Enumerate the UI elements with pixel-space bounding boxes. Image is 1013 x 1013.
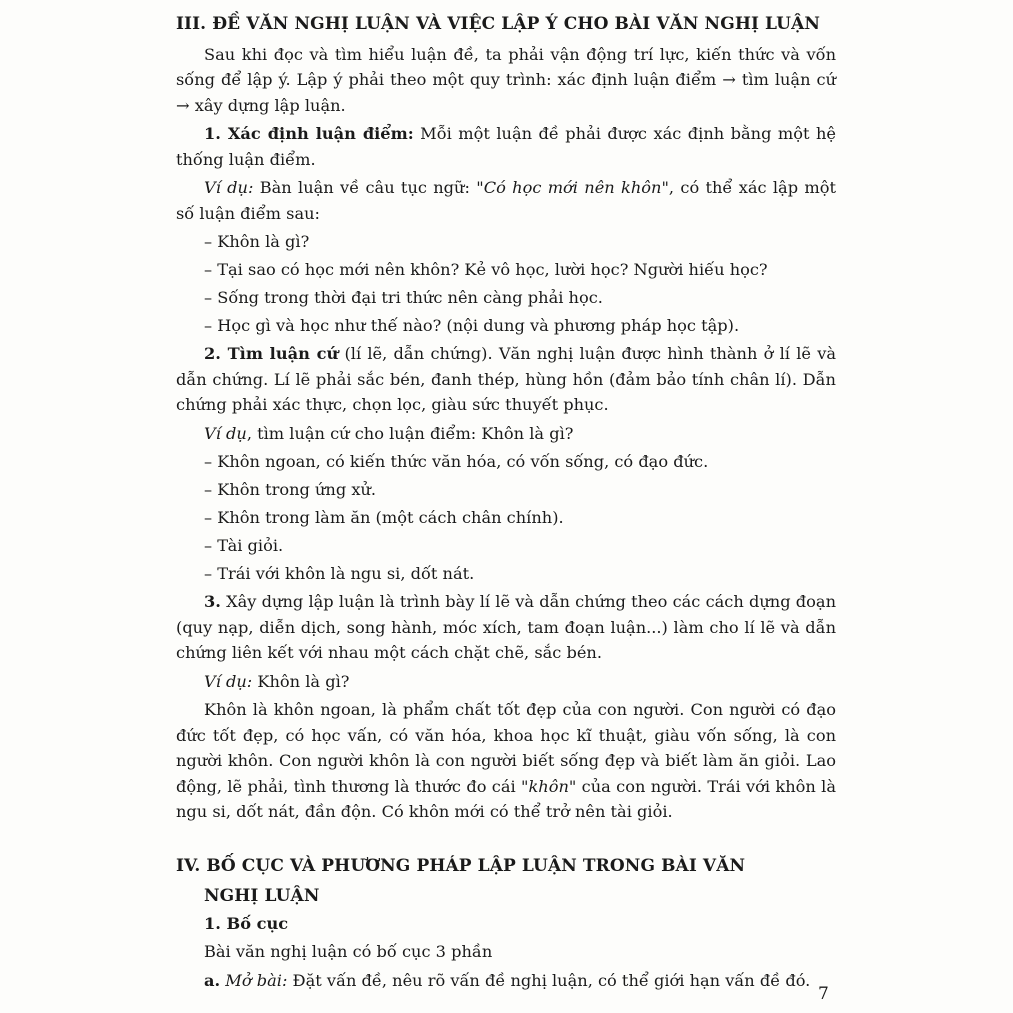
step1-text: Mỗi một luận đề phải được xác định bằng một hệ thống luận điểm. (176, 124, 836, 169)
example1-text-b: , có thể xác lập một số luận điểm sau: (176, 178, 836, 223)
mo-bai-text: Đặt vấn đề, nêu rõ vấn đề nghị luận, có thể giới hạn vấn đề đó. (287, 970, 811, 990)
example3-paragraph (176, 669, 836, 695)
step1-lead: 1. Xác định luận điểm: (204, 124, 414, 143)
example2-label: Ví dụ (204, 423, 247, 443)
section-heading-iv (176, 851, 836, 911)
mo-bai-paragraph (176, 968, 836, 994)
list-item: – Tại sao có học mới nên khôn? Kẻ vô học, lười học? Người hiếu học? (204, 260, 768, 279)
subheading-bo-cuc (176, 911, 836, 937)
section-heading-iii: III. ĐỀ VĂN NGHỊ LUẬN VÀ VIỆC LẬP Ý CHO BÀI VĂN NGHỊ LUẬN (176, 14, 821, 34)
example1-label: Ví dụ: (204, 178, 254, 197)
step3-lead: 3. (204, 592, 221, 611)
page-content (176, 12, 836, 996)
list-item: – Sống trong thời đại tri thức nên càng phải học. (204, 288, 603, 307)
list-item: – Khôn trong làm ăn (một cách chân chính). (204, 508, 564, 527)
list-item: – Khôn trong ứng xử. (204, 480, 377, 499)
section-heading-iv-line1: IV. BỐ CỤC VÀ PHƯƠNG PHÁP LẬP LUẬN TRONG BÀI VĂN (176, 855, 746, 876)
step3-paragraph (176, 589, 836, 666)
list-item: – Tài giỏi. (204, 536, 284, 555)
page-number: 7 (818, 984, 829, 1004)
example3-body-quote: "khôn" (521, 776, 577, 796)
list-item: – Khôn ngoan, có kiến thức văn hóa, có vốn sống, có đạo đức. (204, 452, 709, 471)
example3-body-a: Khôn là khôn ngoan, là phẩm chất tốt đẹp của con người. Con người có đạo đức tốt đẹp, có học vấn, có văn hóa, khoa học kĩ thuật, giàu vốn sống, là con người khôn. Con người khôn là con người biết sống đẹp và biết làm ăn giỏi. Lao động, lẽ phải, tình thương là thước đo cái (176, 700, 836, 796)
step1-paragraph (176, 121, 836, 172)
example1-quote: "Có học mới nên khôn" (476, 178, 669, 197)
example3-body (176, 697, 836, 825)
mo-bai-label: Mở bài: (225, 970, 288, 990)
subheading-bo-cuc-text: 1. Bố cục (204, 913, 289, 933)
mo-bai-lead: a. (204, 970, 221, 990)
example3-body-b: của con người. Trái với khôn là ngu si, dốt nát, đần độn. Có khôn mới có thể trở nên tài giỏi. (176, 776, 836, 821)
step3-text: Xây dựng lập luận là trình bày lí lẽ và dẫn chứng theo các cách dựng đoạn (quy nạp, diễn dịch, song hành, móc xích, tam đoạn luận...) làm cho lí lẽ và dẫn chứng liên kết với nhau một cách chặt chẽ, sắc bén. (176, 592, 836, 662)
bo-cuc-paragraph: Bài văn nghị luận có bố cục 3 phần (204, 942, 493, 961)
example1-paragraph (176, 175, 836, 226)
list-item: – Khôn là gì? (204, 232, 310, 251)
step2-text: (lí lẽ, dẫn chứng). Văn nghị luận được hình thành ở lí lẽ và dẫn chứng. Lí lẽ phải sắc bén, đanh thép, hùng hồn (đảm bảo tính chân lí). Dẫn chứng phải xác thực, chọn lọc, giàu sức thuyết phục. (176, 344, 836, 414)
list-item: – Học gì và học như thế nào? (nội dung và phương pháp học tập). (204, 316, 740, 335)
example2-text: , tìm luận cứ cho luận điểm: Khôn là gì? (246, 423, 574, 443)
list-item: – Trái với khôn là ngu si, dốt nát. (204, 564, 475, 583)
section-heading-iv-line2: NGHỊ LUẬN (204, 885, 320, 906)
step2-paragraph (176, 341, 836, 418)
example1-text-a: Bàn luận về câu tục ngữ: (253, 178, 477, 197)
example3-label: Ví dụ: (204, 671, 253, 691)
example3-text: Khôn là gì? (252, 671, 350, 691)
example2-paragraph (176, 421, 836, 447)
intro-paragraph: Sau khi đọc và tìm hiểu luận đề, ta phải vận động trí lực, kiến thức và vốn sống để lập ý. Lập ý phải theo một quy trình: xác định luận điểm → tìm luận cứ → xây dựng lập luận. (176, 44, 836, 115)
step2-lead: 2. Tìm luận cứ (204, 344, 339, 363)
